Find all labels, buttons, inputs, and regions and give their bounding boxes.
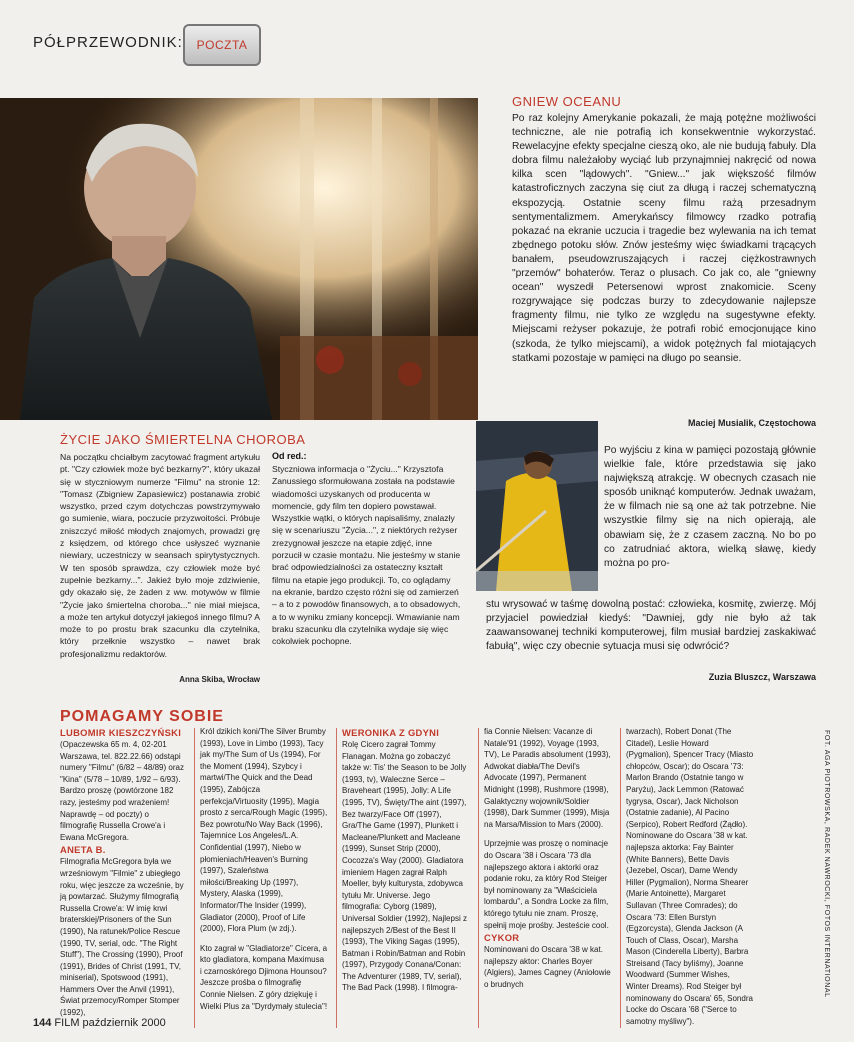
col5-text-1: twarzach), Robert Donat (The Citadel), Leslie Howard (Pygmalion), Spencer Tracy (Miasto chłopców, Oscar); do Oscara '73: Marlon Brando (Ostatnie tango w Paryżu), Jack Lemmon (Ratować tygrysa, Oscar), Jack Nicholson (Ostatnie zadanie), Al Pacino (Serpico), Robert Redford (Żądło). Nominowane do Oscara '38 w kat. najlepsza aktorka: Fay Bainter (White Banners), Bette Davis (Jezebel, Oscar), Dame Wendy Hiller (Pygmalion), Norma Shearer (Marie Antoinette), Margaret Sullavan (Three Comrades); do Oscara '73: Ellen Burstyn (Egzorcysta), Glenda Jackson (A Touch of Class, Oscar), Marsha Mason (Cinderella Liberty), Barbra Streisand (Tacy byliśmy), Joanne Woodward (Summer Wishes, Winter Dreams). Rod Steiger był nominowany do Oscara' 65, Sondra Locke do Oscara '68 ("Serce to samotny myśliwy"). <box>626 727 754 1026</box>
col2-text-2: Kto zagrał w "Gladiatorze" Cicera, a kto gladiatora, kompana Maximusa i czarnoskórego Djimona Hounsou? Jeszcze prośba o filmografię Connie Nielsen. Z góry dziękuję i Wielki Plus za "Dyrdymały stulecia"! <box>200 943 328 1011</box>
photo-credit <box>820 730 840 1020</box>
gniew-body: Po raz kolejny Amerykanie pokazali, że mają potężne możliwości techniczne, ale nie potrafią ich konsekwentnie wykorzystać. Rewelacyjne efekty specjalne cieszą oko, ale nie budują fabuły. Dla dobra filmu należałoby wyciąć lub przynajmniej nakręcić od nowa kilka scen "lądowych". "Gniew..." jak większość filmów katastroficznych zaczyna się ciut za długą i raczej schematyczną ekspozycją. Ostatnie sceny filmu rażą przesadnym sentymentalizmem. Amerykańscy filmowcy rzadko potrafią pokazać na ekranie uczucia i tragedie bez wylewania na ich temat zbędnego potoku słów. Znów jesteśmy więc świadkami trącących banałem, pseudowzruszających i raczej ciężkostrawnych "przemów" bohaterów. Teraz o plusach. Co jak co, ale "gniewny ocean" wyszedł Petersenowi wprost znakomicie. Sceny rozgrywające się podczas burzy to zdecydowanie najlepsze fragmenty filmu, nie tylko ze względu na sugestywne efekty. Miejscami reżyser pokazuje, że potrafi robić emocjonujące kino (szkoda, że tylko miejscami), a widok potężnych fal miotających statkami pozostaje w pamięci na długo po seansie. <box>512 113 816 364</box>
col1-text-2: Filmografia McGregora była we wrześniowym "Filmie" z ubiegłego roku, więc jeszcze za wcześnie, by ją powtarzać. Służymy filmografią Russella Crowe'a: W imię krwi braterskiej/Prisoners of the Sun (1990), Na ratunek/Police Rescue (1990, TV, serial, odc. "The Right Stuff"), The Crossing (1990), Proof (1991), Brides of Christ (1991, TV, miniserial), Spotswood (1991), Hammers Over the Anvil (1991), Świat przemocy/Romper Stomper (1992), <box>60 857 184 1018</box>
pomagamy-col-3 <box>342 726 470 994</box>
actor-photo-art <box>0 98 478 420</box>
section-tab <box>183 24 261 66</box>
odred-body: Styczniowa informacja o "Życiu..." Krzysztofa Zanussiego sformułowana została na podstawie wiadomości uzyskanych od producenta w momencie, gdy film ten dopiero powstawał. Wszystkie wątki, o których napisaliśmy, znalazły się w scenariuszu "Życia...", z niektórych reżyser zrezygnował jeszcze na etapie zdjęć, inne porzucił w czasie montażu. Nie jesteśmy w stanie brać odpowiedzialności za ostateczny kształt filmu na etapie jego produkcji. To, co oglądamy na ekranie, bardzo często różni się od zamierzeń – a to z powodów finansowych, a to obsadowych, a to w wyniku zmiany koncepcji. Wmawianie nam braku szacunku dla czytelnika wydaje się więc cokolwiek pochopne. <box>272 464 461 647</box>
page-number: 144 <box>33 1017 52 1029</box>
col4-text-3: Nominowani do Oscara '38 w kat. najlepszy aktor: Charles Boyer (Algiers), James Cagney (Aniołowie o brudnych <box>484 945 611 989</box>
issue-date: październik 2000 <box>82 1017 166 1029</box>
zycie-body: Na początku chciałbym zacytować fragment artykułu pt. "Czy człowiek może być bezkarny?", który ukazał się w styczniowym numerze "Filmu" na stronie 12: "Tomasz (Zbigniew Zapasiewicz) postanawia zrobić wszystko, przed czym dotychczas powstrzymywało go sumienie, wiara, poczucie przyzwoitości. Próbuje zniszczyć miłość młodych znajomych, prowadzi grę z księdzem, od którego chce usłyszeć wyznanie niewiary, uczestniczy w seansach spirytystycznych. W ten sposób sprawdza, czy człowiek może być zupełnie bezkarny...". Jakież było moje zdziwienie, gdy okazało się, że żaden z ww. motywów w filmie "Życie jako śmiertelna choroba..." nie miał miejsca, a może ten artykuł dotyczył jakiegoś innego filmu? A może to po prostu brak szacunku dla czytelnika, który przełknie wszystko – nawet brak profesjonalizmu redaktorów. <box>60 452 260 659</box>
col1-heading-2: ANETA B. <box>60 844 106 856</box>
col4-text-2: Uprzejmie was proszę o nominacje do Oscara '38 i Oscara '73 dla najlepszego aktora i aktorki oraz podanie roku, za który Rod Steiger był nominowany za "Właściciela lombardu", a Sondra Locke za film, którego tytułu nie znam. Proszę, spełnij moje prośby. Jesteście cool. <box>484 839 609 930</box>
storm-photo-art <box>476 421 598 591</box>
zycie-signature: Anna Skiba, Wrocław <box>179 675 260 684</box>
odred-heading: Od red.: <box>272 451 307 461</box>
col1-text-1: (Opaczewska 65 m. 4, 02-201 Warszawa, tel. 822.22.66) odstąpi numery "Filmu" (6/82 – 48/89) oraz "Kina" (5/78 – 10/89, 1/92 – 6/93). Bardzo proszę (powtórzone 182 razy, jesteśmy pod wrażeniem! Naprawdę – od poczty) o filmografię Russella Crowe'a i Ewana McGregora. <box>60 740 184 842</box>
gniew-signature: Maciej Musialik, Częstochowa <box>687 418 816 428</box>
actor-photo <box>0 98 478 420</box>
col3-text-1: Rolę Cicero zagrał Tommy Flanagan. Można go zobaczyć także w: Tis' the Season to be Jolly (1993, tv), Waleczne Serce – Braveheart (1995), Jolly: A Life (1995, TV), Święty/The aint (1997), Bez twarzy/Face Off (1997), Gra/The Game (1997), Plunkett i Macleane/Plunkett and Macleane (1999), Sunset Strip (2000), Cocozza's Way (2000). Gladiatora imieniem Hagen zagrał Ralph Moeller, były kulturysta, zdobywca tytułu Mr. Universe. Jego filmografia: Cyborg (1989), Universal Soldier (1992), Najlepsi z najlepszych 2/Best of the Best II (1993), The Viking Sagas (1995), Batman i Robin/Batman and Robin (1997), Przygody Conana/Conan: The Adventurer (1989, TV, serial), The Bad Pack (1998). I filmogra- <box>342 740 467 993</box>
magazine-name: FILM <box>54 1017 80 1029</box>
col4-heading-2: CYKOR <box>484 932 520 944</box>
col3-heading-1: WERONIKA Z GDYNI <box>342 727 440 738</box>
col-divider <box>620 728 621 1028</box>
col-divider <box>194 728 195 1028</box>
pomagamy-col-2 <box>200 726 328 1012</box>
photo-credit-text: FOT. AGA PIOTROWSKA, RADEK NAWROCKI, FOTOS INTERNATIONAL <box>823 730 830 998</box>
col-divider <box>478 728 479 1028</box>
pomagamy-title: POMAGAMY SOBIE <box>60 708 224 725</box>
zycie-title: ŻYCIE JAKO ŚMIERTELNA CHOROBA <box>60 432 306 447</box>
section-label: PÓŁPRZEWODNIK: <box>33 34 183 51</box>
col2-text-1: Król dzikich koni/The Silver Brumby (1993), Love in Limbo (1993), Tacy jak my/The Sum of Us (1994), For the Moment (1994), Szybcy i martwi/The Quick and the Dead (1995), Zabójcza perfekcja/Virtuosity (1995), Magia prosto z serca/Rough Magic (1995), Bez powrotu/No Way Back (1996), Tajemnice Los Angeles/L.A. Confidential (1997), Niebo w płomieniach/Heaven's Burning (1997), Szaleństwa miłości/Breaking Up (1997), Mystery, Alaska (1999), Informator/The Insider (1999), Gladiator (2000), Proof of Life (2000), Flora Plum (w zdj.). <box>200 727 328 934</box>
page-header <box>33 24 333 68</box>
pomagamy-col-5 <box>626 726 754 1027</box>
storm-photo <box>476 421 598 591</box>
gniew-title: GNIEW OCEANU <box>512 94 622 109</box>
col4-text-1: fia Connie Nielsen: Vacanze di Natale'91 (1992), Voyage (1993, TV), Le Paradis absolument (1993), Adwokat diabła/The Devil's Advocate (1997), Permanent Midnight (1998), Rushmore (1998), Galaktyczny wojownik/Soldier (1998), Dark Summer (1999), Misja na Marsa/Mission to Mars (2000). <box>484 727 611 829</box>
page-footer <box>33 1017 166 1029</box>
col1-heading-1: LUBOMIR KIESZCZYŃSKI <box>60 727 182 738</box>
pomagamy-col-1 <box>60 726 188 1019</box>
section-tab-label: POCZTA <box>196 38 248 52</box>
gniew2-body: Po wyjściu z kina w pamięci pozostają głównie wielkie fale, które przedstawia się jako największą atrakcję. W obecnych czasach nie sposób uniknąć komputerów. Jednak uważam, że w filmach nie są one aż tak potrzebne. Nie wszystkie filmy się na nich opierają, ale obawiam się, że z czasem zaczną. No bo po co zatrudniać aktora, wielką sławę, kiedy można po pro- <box>604 445 816 569</box>
pomagamy-col-4 <box>484 726 612 990</box>
gniew2-signature: Zuzia Bluszcz, Warszawa <box>708 672 816 682</box>
col-divider <box>336 728 337 1028</box>
gniew2-body-tail: stu wrysować w taśmę dowolną postać: człowieka, kosmitę, zwierzę. Mój przyjaciel powiedział kiedyś: "Dawniej, gdy nie było aż tak zaawansowanej techniki komputerowej, film musiał bardziej zaskakiwać fabułą", więc czy obecnie sytuacja musi się odwrócić? <box>486 599 816 653</box>
